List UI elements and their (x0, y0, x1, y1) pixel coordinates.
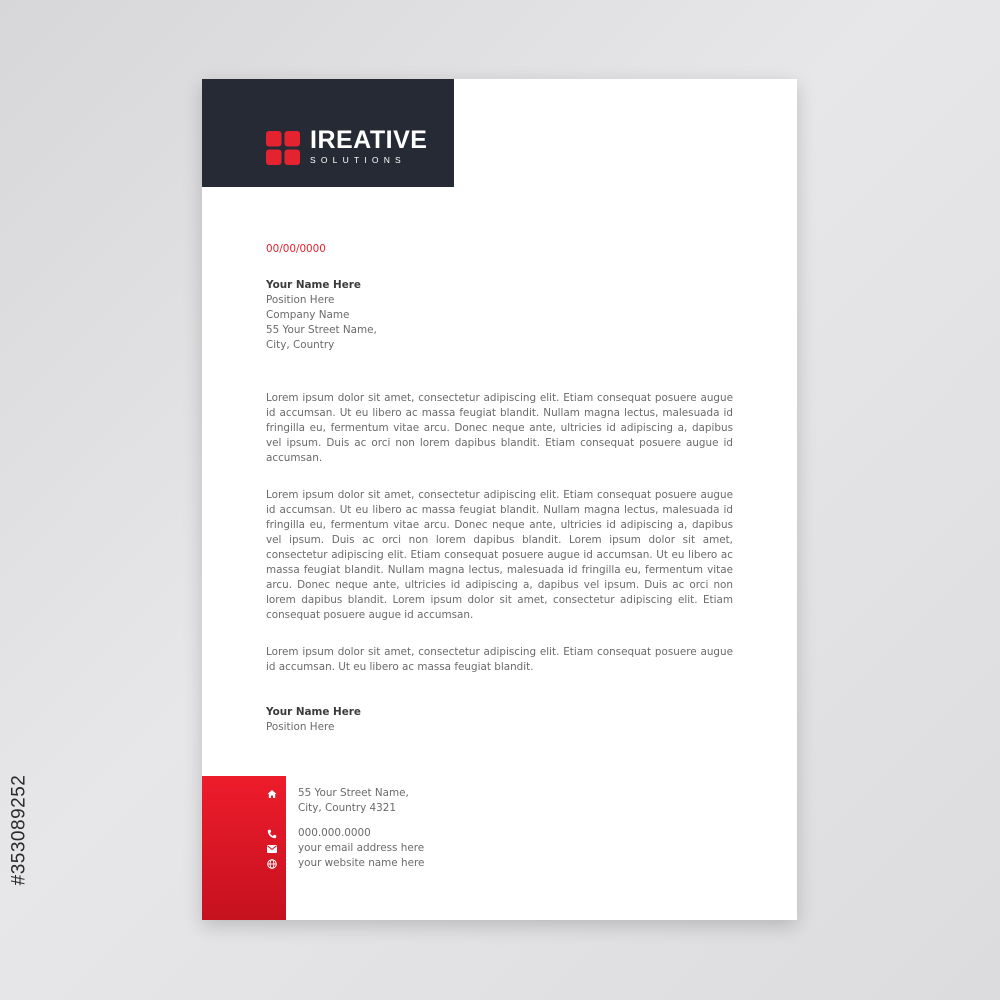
body-paragraph-1: Lorem ipsum dolor sit amet, consectetur adipiscing elit. Etiam consequat posuere augue id accumsan. Ut eu libero ac massa feugiat blandit. Nullam magna lectus, malesuada id fringilla eu, fermentum vitae arcu. Donec neque ante, ultricies id adipiscing a, dapibus vel ipsum. Duis ac orci non lorem dapibus blandit. Etiam consequat posuere augue id accumsan. (266, 392, 733, 464)
contact-website (266, 856, 424, 871)
letter-date: 00/00/0000 (266, 243, 326, 255)
recipient-city: City, Country (266, 339, 335, 351)
contact-address (266, 786, 424, 816)
logo-text (310, 126, 427, 165)
logo-mark-icon (266, 131, 300, 165)
recipient-company: Company Name (266, 309, 350, 321)
body-paragraph-2: Lorem ipsum dolor sit amet, consectetur adipiscing elit. Etiam consequat posuere augue id accumsan. Ut eu libero ac massa feugiat blandit. Nullam magna lectus, malesuada id fringilla eu, fermentum vitae arcu. Donec neque ante, ultricies id adipiscing a, dapibus vel ipsum. Duis ac orci non lorem dapibus blandit. Lorem ipsum dolor sit amet, consectetur adipiscing elit. Etiam consequat posuere augue id accumsan. Ut eu libero ac massa feugiat blandit. Nullam magna lectus, malesuada id fringilla eu, fermentum vitae arcu. Donec neque ante, ultricies id adipiscing a, dapibus vel ipsum. Duis ac orci non lorem dapibus blandit. Lorem ipsum dolor sit amet, consectetur adipiscing elit. Etiam consequat posuere augue id accumsan. (266, 489, 733, 621)
website-text: your website name here (298, 857, 425, 869)
stock-id-label (4, 760, 34, 900)
body-paragraph-3: Lorem ipsum dolor sit amet, consectetur adipiscing elit. Etiam consequat posuere augue id accumsan. Ut eu libero ac massa feugiat blandit. (266, 646, 733, 673)
address-line-2: City, Country 4321 (298, 802, 396, 814)
contact-phone (266, 826, 424, 841)
globe-icon (266, 856, 278, 871)
home-icon (266, 786, 278, 801)
signature-block (266, 705, 733, 735)
recipient-block (266, 278, 733, 353)
email-text: your email address here (298, 842, 425, 854)
signature-name: Your Name Here (266, 706, 361, 718)
logo-name: IREATIVE (310, 126, 428, 154)
contact-email (266, 841, 424, 856)
mail-icon (266, 841, 278, 856)
recipient-name: Your Name Here (266, 279, 361, 291)
address-line-1: 55 Your Street Name, (298, 787, 409, 799)
contact-block (266, 786, 424, 871)
stock-id-text: #353089252 (8, 774, 30, 886)
logo-tagline: SOLUTIONS (310, 155, 406, 165)
phone-icon (266, 826, 278, 841)
recipient-street: 55 Your Street Name, (266, 324, 377, 336)
header-block (202, 79, 454, 187)
signature-position: Position Here (266, 721, 335, 733)
letter-content (266, 242, 733, 735)
letterhead-page (202, 79, 797, 920)
recipient-position: Position Here (266, 294, 335, 306)
phone-text: 000.000.0000 (298, 827, 371, 839)
